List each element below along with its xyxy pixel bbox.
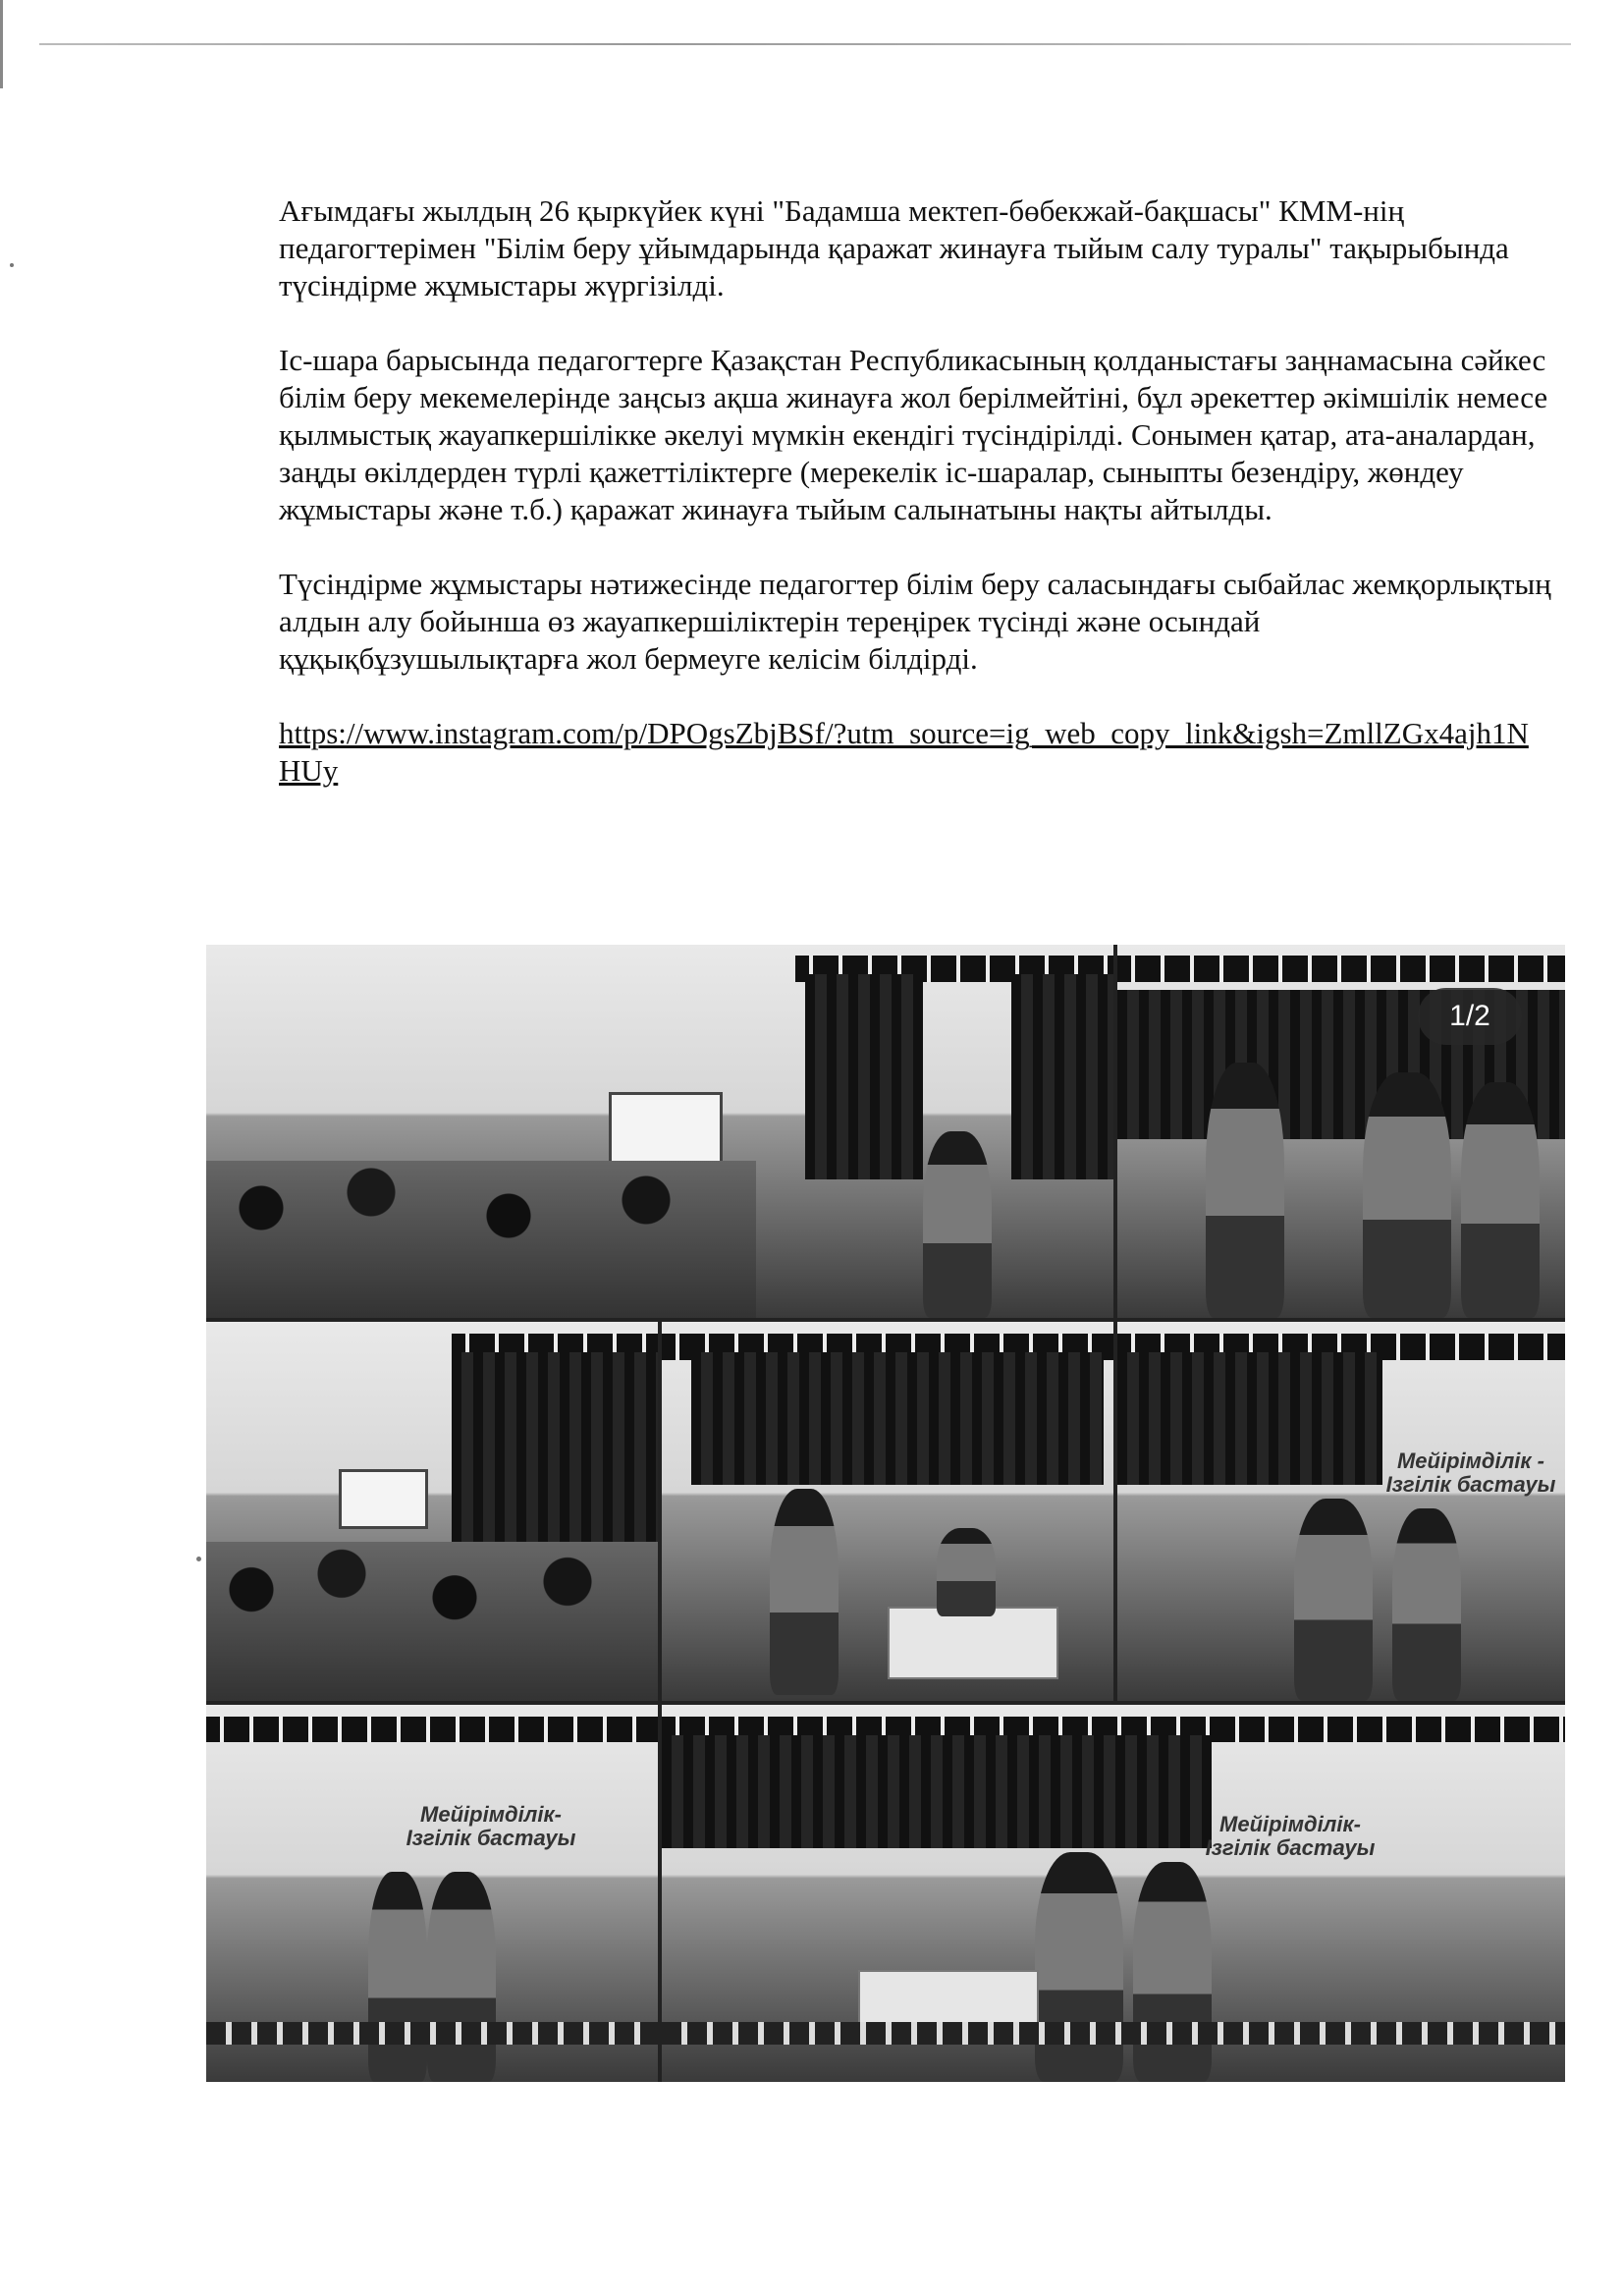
photo-curtain	[452, 1352, 658, 1560]
banner-line: Мейірімділік -	[1396, 1449, 1545, 1473]
photo-hall-audience	[206, 945, 1113, 1318]
photo-person	[937, 1528, 996, 1616]
photo-person	[1363, 1072, 1451, 1318]
scan-speck	[196, 1557, 201, 1561]
paragraph-result: Түсіндірме жұмыстары нәтижесінде педагогтер білім беру саласындағы сыбайлас жемқорлықтың алдын алу бойынша өз жауапкершіліктерін тереңірек түсінді және осындай құқықбұзушылықтарға жол бермеуге келісім білдірді.	[279, 567, 1551, 676]
photo-person	[427, 1872, 496, 2082]
photo-screen	[609, 1092, 723, 1167]
document-body	[279, 192, 1555, 790]
photo-person	[1392, 1508, 1461, 1701]
gallery-counter: 1/2	[1418, 988, 1522, 1045]
photo-certificate-1	[1117, 1322, 1565, 1701]
photo-audience-wide	[206, 1322, 658, 1701]
photo-desk	[888, 1607, 1058, 1679]
photo-banner	[1382, 1449, 1559, 1497]
photo-certificate-2	[206, 1705, 658, 2082]
photo-person	[770, 1489, 839, 1695]
photo-person	[368, 1872, 427, 2082]
photo-person	[1461, 1082, 1540, 1318]
banner-line: Ізгілік бастауы	[1205, 1835, 1376, 1860]
photo-collage	[206, 945, 1565, 2082]
photo-stage-band	[662, 2022, 1565, 2045]
photo-person	[1294, 1499, 1373, 1701]
instagram-link[interactable]: https://www.instagram.com/p/DPOgsZbjBSf/?utm_source=ig_web_copy_link&igsh=ZmllZGx4ajh1NHUy	[279, 716, 1529, 788]
scan-speck	[10, 263, 14, 267]
banner-line: Мейірімділік-	[420, 1802, 562, 1827]
photo-screen	[339, 1469, 428, 1529]
photo-curtain	[691, 1352, 1104, 1485]
banner-line: Ізгілік бастауы	[1385, 1472, 1556, 1497]
photo-valance	[206, 1717, 658, 1743]
photo-audience	[206, 1161, 756, 1318]
photo-stage-band	[206, 2022, 658, 2045]
photo-award	[1117, 945, 1565, 1318]
photo-person	[1133, 1862, 1212, 2082]
photo-curtain	[1117, 1352, 1382, 1485]
banner-line: Ізгілік бастауы	[406, 1826, 576, 1850]
photo-stage-speakers	[662, 1322, 1113, 1701]
photo-certificate-3	[662, 1705, 1565, 2082]
paragraph-intro: Ағымдағы жылдың 26 қыркүйек күні "Бадамша мектеп-бөбекжай-бақшасы" КММ-нің педагогтерімен "Білім беру ұйымдарында қаражат жинауға тыйым салу туралы" тақырыбында түсіндірме жұмыстары жүргізілді.	[279, 193, 1509, 302]
banner-line: Мейірімділік-	[1219, 1812, 1361, 1836]
photo-curtain	[1011, 974, 1113, 1179]
photo-banner	[403, 1803, 579, 1850]
photo-curtain	[662, 1735, 1212, 1848]
photo-speaker	[923, 1131, 992, 1318]
photo-valance	[1117, 956, 1565, 982]
photo-audience	[206, 1542, 658, 1701]
paragraph-event: Іс-шара барысында педагогтерге Қазақстан Республикасының қолданыстағы заңнамасына сәйкес білім беру мекемелерінде заңсыз ақша жинауға жол берілмейтіні, бұл әрекеттер әкімшілік немесе қылмыстық жауапкершілікке әкелуі мүмкін екендігі түсіндірілді. Сонымен қатар, ата-аналардан, заңды өкілдерден түрлі қажеттіліктерге (мерекелік іс-шаралар, сыныпты безендіру, жөндеу жұмыстары және т.б.) қаражат жинауға тыйым салынатыны нақты айтылды.	[279, 343, 1548, 526]
photo-person	[1206, 1063, 1284, 1318]
photo-person	[1035, 1852, 1123, 2082]
top-rule	[39, 43, 1571, 45]
photo-curtain	[805, 974, 923, 1179]
photo-banner	[1192, 1813, 1388, 1860]
scan-edge	[0, 0, 3, 88]
